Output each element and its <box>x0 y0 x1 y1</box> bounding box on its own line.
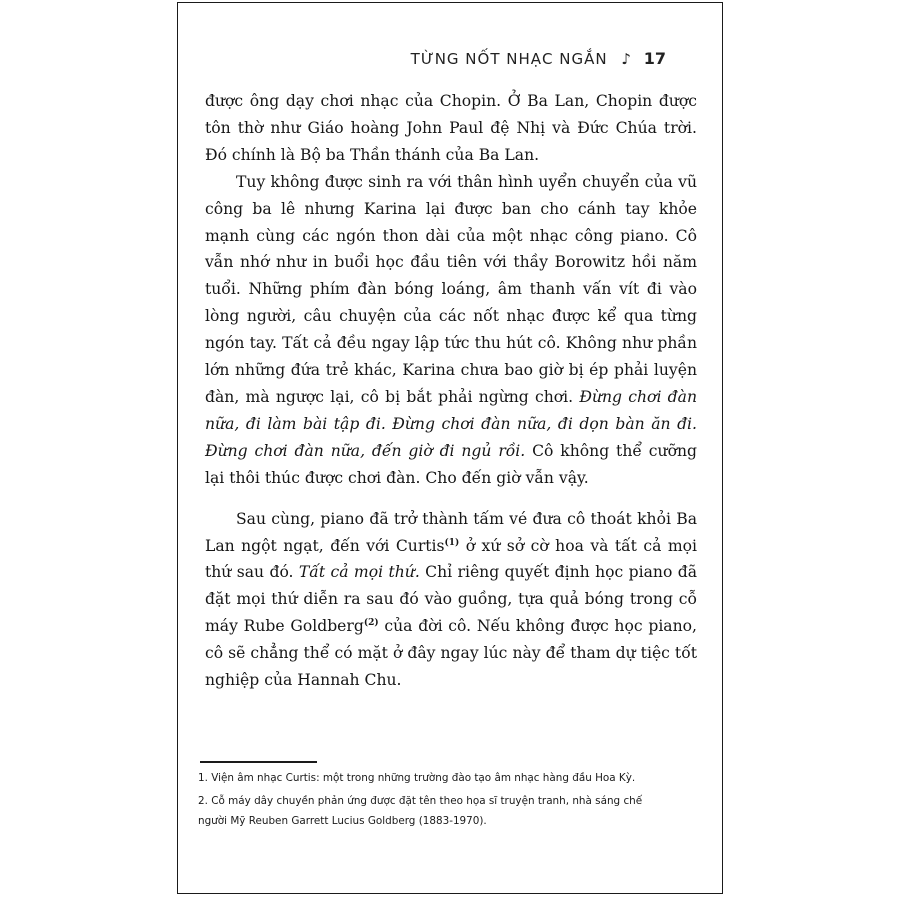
footnotes <box>198 768 668 834</box>
text-run: Cô không thể cưỡng lại thôi thúc được chơi đàn. Cho đến giờ vẫn vậy. <box>205 441 697 487</box>
text-run: Sau cùng, piano đã trở thành tấm vé đưa cô thoát khỏi Ba Lan ngột ngạt, đến với Curtis <box>205 509 697 555</box>
footnote-reference: (2) <box>363 618 379 629</box>
running-header <box>411 49 666 68</box>
music-note-icon: ♪ <box>621 50 632 68</box>
footnote: 2. Cỗ máy dây chuyền phản ứng được đặt tên theo họa sĩ truyện tranh, nhà sáng chế người Mỹ Reuben Garrett Lucius Goldberg (1883-1970). <box>198 795 643 827</box>
text-run: của đời cô. Nếu không được học piano, cô sẽ chẳng thể có mặt ở đây ngay lúc này để tham dự tiệc tốt nghiệp của Hannah Chu. <box>205 617 697 690</box>
footnote-divider <box>200 761 317 763</box>
footnote-reference: (1) <box>444 537 460 548</box>
text-run: ở xứ sở cờ hoa và tất cả mọi thứ sau đó. <box>205 536 697 582</box>
body-text <box>205 88 697 694</box>
page-number: 17 <box>643 49 666 68</box>
text-run: Tuy không được sinh ra với thân hình uyển chuyển của vũ công ba lê nhưng Karina lại được ban cho cánh tay khỏe mạnh cùng các ngón thon dài của một nhạc công piano. Cô vẫn nhớ như in buổi học đầu tiên với thầy Borowitz hồi năm tuổi. Những phím đàn bóng loáng, âm thanh vấn vít đi vào lòng người, câu chuyện của các nốt nhạc được kể qua từng ngón tay. Tất cả đều ngay lập tức thu hút cô. Không như phần lớn những đứa trẻ khác, Karina chưa bao giờ bị ép phải luyện đàn, mà ngược lại, cô bị bắt phải ngừng chơi. <box>205 172 697 406</box>
paragraph <box>205 169 697 492</box>
text-run: Chỉ riêng quyết định học piano đã đặt mọi thứ diễn ra sau đó vào guồng, tựa quả bóng trong cỗ máy Rube Goldberg <box>205 563 697 636</box>
footnote: 1. Viện âm nhạc Curtis: một trong những trường đào tạo âm nhạc hàng đầu Hoa Kỳ. <box>198 772 636 784</box>
text-run: được ông dạy chơi nhạc của Chopin. Ở Ba Lan, Chopin được tôn thờ như Giáo hoàng John Paul đệ Nhị và Đức Chúa trời. Đó chính là Bộ ba Thần thánh của Ba Lan. <box>205 92 697 164</box>
italic-text: Tất cả mọi thứ. <box>298 563 420 582</box>
paragraph <box>205 88 697 169</box>
italic-text: Đừng chơi đàn nữa, đi làm bài tập đi. Đừng chơi đàn nữa, đi dọn bàn ăn đi. Đừng chơi đàn nữa, đến giờ đi ngủ rồi. <box>205 387 697 460</box>
paragraph <box>205 506 697 694</box>
book-page <box>177 2 723 894</box>
running-title: TỪNG NỐT NHẠC NGẮN <box>410 50 608 68</box>
